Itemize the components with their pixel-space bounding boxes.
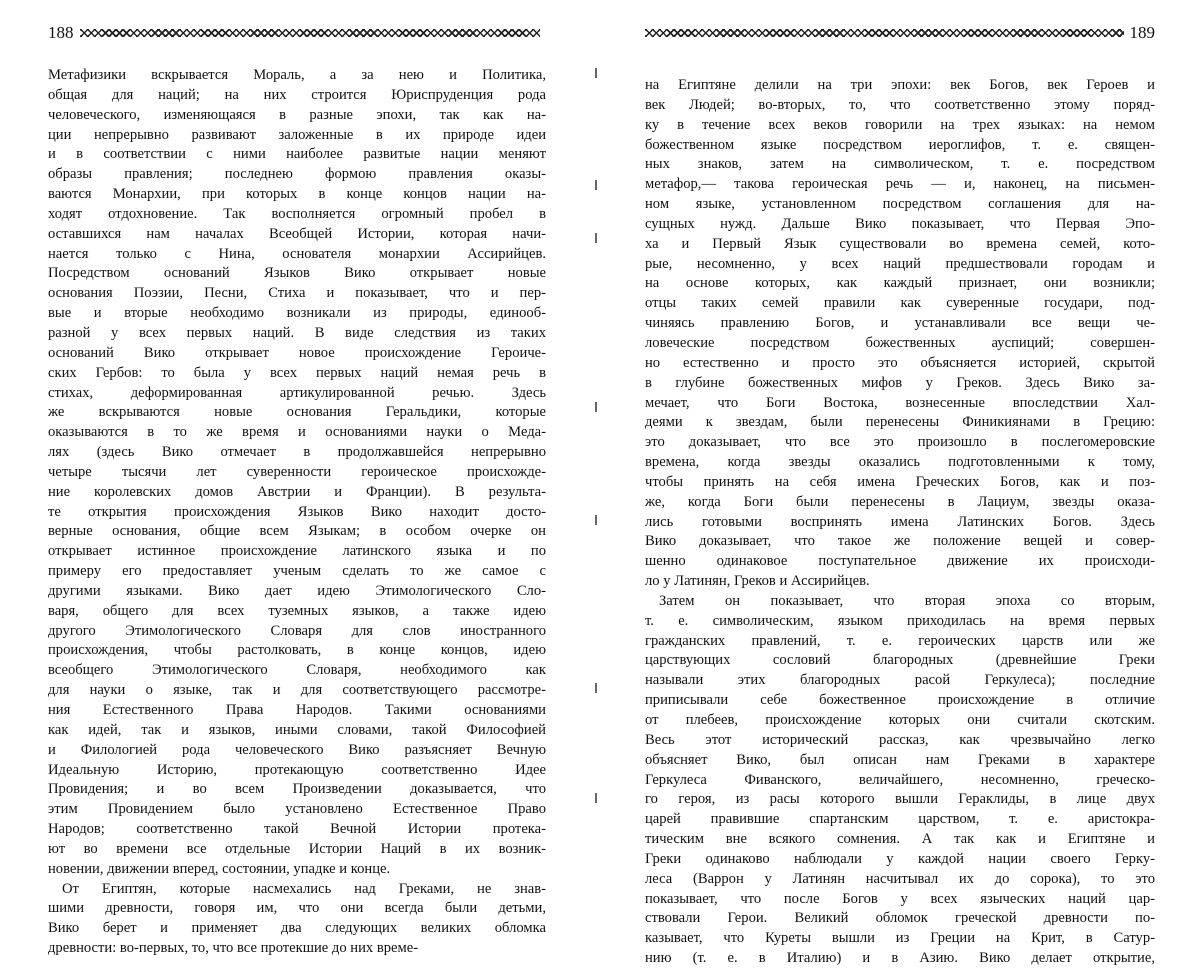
text-line: другого Этимологического Словаря для слов иностранного — [48, 622, 546, 639]
text-line: верные основания, общие всем Языкам; в особом очерке он — [48, 523, 546, 540]
text-line: те открытия происхождения Языков Вико находит досто- — [48, 503, 546, 520]
text-line: как идей, так и языков, иными словами, такой Философией — [48, 721, 546, 738]
text-line: от плебеев, происхождение которых они считали скотским. — [645, 712, 1155, 728]
text-line: человеческого, изменяющаяся в разные эпохи, так как на- — [48, 106, 546, 123]
text-line: ют во времени все отдельные Истории Наций в их возник- — [48, 840, 546, 857]
text-line: другими языками. Вико дает идею Этимологического Сло- — [48, 582, 546, 599]
gutter-mark — [595, 180, 597, 190]
text-line: варя, общего для всех туземных языков, а также идею — [48, 602, 546, 619]
text-line: ходят отдохновение. Так восполняется огромный пробел в — [48, 205, 546, 222]
right-page-header — [645, 22, 1155, 44]
gutter-mark — [595, 68, 597, 78]
text-line: этим Провидением было установлено Естественное Право — [48, 801, 546, 818]
text-line: объясняет Вико, был описан нам Греками в характере — [645, 751, 1155, 768]
text-line: оснований Вико открывает новое происхождение Героиче- — [48, 344, 546, 361]
text-line: древности: во-первых, то, что все протекшие до них време- — [48, 940, 419, 957]
text-line: происхождения, чтобы растолковать, в конце концов, идею — [48, 642, 546, 659]
gutter-mark — [595, 683, 597, 693]
text-line: Затем он показывает, что вторая эпоха со вторым, — [659, 592, 1155, 609]
text-line: лях (здесь Вико отмечает в продолжавшейся непрерывно — [48, 444, 546, 461]
text-line: ловеческие посредством божественных ауспиций; совершен- — [645, 334, 1155, 351]
text-line: нается только с Нина, основателя монархии Ассирийцев. — [48, 245, 546, 262]
text-line: приписывали себе божественное происхождение в отличие — [645, 692, 1155, 709]
text-line: четыре тысячи лет суверенности героическое происхожде- — [48, 463, 546, 480]
ornamental-rule — [80, 29, 541, 37]
text-line: образы правления; последнею формою правления оказы- — [48, 166, 546, 183]
text-line: примеру его предоставляет ученым сделать то же самое с — [48, 563, 546, 580]
text-line: на Египтяне делили на три эпохи: век Богов, век Героев и — [645, 77, 1155, 93]
text-line: рые, несомненно, у всех наций предшествовали городам и — [645, 255, 1155, 272]
text-line: же, когда Боги были перенесены в Лациум, звезды оказа- — [645, 493, 1155, 510]
text-line: гражданских правлений, т. е. героических царств или же — [645, 632, 1155, 649]
text-line: ха и Первый Язык существовали во времена семей, кото- — [645, 235, 1155, 252]
text-line: От Египтян, которые насмехались над Греками, не знав- — [62, 880, 546, 897]
text-line: Народов; соответственно такой Вечной Истории протека- — [48, 821, 546, 838]
text-line: мечает, что Боги Востока, вознесенные впоследствии Хал- — [645, 394, 1155, 411]
text-line: ных знаков, затем на символическом, т. е. посредством — [645, 156, 1155, 173]
text-line: ном языке, установленном посредством соглашения для на- — [645, 196, 1155, 213]
text-line: ло у Латинян, Греков и Ассирийцев. — [645, 573, 870, 590]
left-page-header — [48, 22, 546, 44]
text-line: нию (т. е. в Италию) и в Азию. Вико делает открытие, — [645, 950, 1155, 967]
text-line: век Людей; во-вторых, то, что соответственно этому поряд- — [645, 96, 1155, 113]
left-page-text — [48, 66, 546, 959]
text-line: ку в течение всех веков говорили на трех языках: на немом — [645, 116, 1155, 133]
text-line: Греки одинаково наблюдали у каждой нации своего Герку- — [645, 850, 1155, 867]
text-line: чтобы принять на себя имена Греческих Богов, как и поз- — [645, 473, 1155, 490]
text-line: Провидения; и во всем Произведении доказывается, что — [48, 781, 546, 798]
text-line: основания Поэзии, Песни, Стиха и показывает, что и пер- — [48, 285, 546, 302]
text-line: и в соответствии с ними наиболее развитые нации меняют — [48, 146, 546, 163]
text-line: леса (Варрон у Латинян насчитывал их до сорока), то это — [645, 870, 1155, 887]
gutter-mark — [595, 233, 597, 243]
text-line: отцы таких семей правили как суверенные государи, под- — [645, 295, 1155, 312]
text-line: Геркулеса Фиванского, величайшего, несомненно, греческо- — [645, 771, 1155, 788]
text-line: царствующих сословий благородных (древнейшие Греки — [645, 652, 1155, 669]
text-line: открывает истинное происхождение латинского языка и по — [48, 543, 546, 560]
text-line: новении, движении вперед, состоянии, упадке и конце. — [48, 860, 391, 877]
text-line: сущных нужд. Дальше Вико показывает, что Первая Эпо- — [645, 215, 1155, 232]
left-page — [0, 0, 600, 957]
text-line: для науки о языке, так и для соответствующего рассмотре- — [48, 682, 546, 699]
text-line: ции непрерывно развивают заложенные в их природе идеи — [48, 126, 546, 143]
right-page-text — [645, 76, 1155, 969]
text-line: шенно одинаковое поступательное движение их происходи- — [645, 553, 1155, 570]
gutter-mark — [595, 515, 597, 525]
gutter-mark — [595, 402, 597, 412]
right-page — [600, 0, 1200, 967]
text-line: общая для наций; на них строится Юриспруденция рода — [48, 86, 546, 103]
text-line: шими древности, говоря им, что они всегда были детьми, — [48, 900, 546, 917]
text-line: же вскрываются новые основания Геральдики, которые — [48, 404, 546, 421]
text-line: времена, когда звезды оказались подготовленными к тому, — [645, 454, 1155, 471]
text-line: божественном языке посредством иероглифов, т. е. священ- — [645, 136, 1155, 153]
text-line: Вико доказывает, что такое же положение вещей и совер- — [645, 533, 1155, 550]
text-line: деями к звездам, были перенесены Финикиянами в Грецию: — [645, 414, 1155, 431]
text-line: т. е. символическим, языком приходилась на время первых — [645, 612, 1155, 629]
text-line: Метафизики вскрывается Мораль, а за нею и Политика, — [48, 67, 546, 83]
text-line: ния Естественного Права Народов. Такими основаниями — [48, 702, 546, 718]
text-line: всеобщего Этимологического Словаря, необходимого как — [48, 662, 546, 679]
text-line: оставшихся нам началах Всеобщей Истории, которая начи- — [48, 225, 546, 242]
page-number: 188 — [48, 23, 74, 42]
page-number: 189 — [1129, 23, 1155, 42]
text-line: лись готовыми воспринять имена Латинских Богов. Здесь — [645, 513, 1155, 530]
text-line: в глубине божественных мифов у Греков. Здесь Вико за- — [645, 374, 1155, 391]
text-line: чиняясь правлению Богов, и устанавливали все вещи че- — [645, 315, 1155, 332]
text-line: ствовали Герои. Великий обломок греческой древности по- — [645, 910, 1155, 927]
text-line: стихах, деформированная артикулированной речью. Здесь — [48, 384, 546, 401]
gutter-mark — [595, 793, 597, 803]
text-line: Идеальную Историю, протекающую соответственно Идее — [48, 761, 546, 778]
text-line: оказываются в то же время и основаниями науки о Меда- — [48, 424, 546, 441]
text-line: на основе которых, как каждый признает, они возникли; — [645, 275, 1155, 292]
ornamental-rule — [645, 29, 1124, 37]
text-line: ваются Монархии, при которых в конце концов нации на- — [48, 186, 546, 203]
text-line: Вико берет и применяет два следующих великих обломка — [48, 920, 546, 937]
text-line: го героя, из расы которого вышли Гераклиды, в лице двух — [645, 791, 1155, 808]
text-line: ских Гербов: то была у всех первых наций немая речь в — [48, 364, 546, 381]
text-line: вые и вторые необходимо возникали из природы, единооб- — [48, 305, 546, 322]
text-line: царей правившие спартанским царством, т. е. аристокра- — [645, 811, 1155, 828]
text-line: но естественно и просто это объясняется историей, скрытой — [645, 354, 1155, 371]
text-line: казывает, что Куреты вышли из Греции на Крит, в Сатур- — [645, 930, 1155, 947]
text-line: тическим вне всякого сомнения. А так как и Египтяне и — [645, 831, 1155, 848]
text-line: и Филологией рода человеческого Вико разъясняет Вечную — [48, 741, 546, 758]
text-line: Посредством оснований Языков Вико открывает новые — [48, 265, 546, 282]
text-line: ние королевских домов Австрии и Франции). В результа- — [48, 483, 546, 500]
text-line: разной у всех первых наций. В виде следствия из таких — [48, 324, 546, 341]
text-line: метафор,— такова героическая речь — и, наконец, на письмен- — [645, 176, 1155, 193]
text-line: называли этих благородных расой Геркулеса); последние — [645, 672, 1155, 689]
text-line: показывает, что после Богов у всех языческих наций цар- — [645, 890, 1155, 907]
text-line: это доказывает, что все это произошло в послегомеровские — [645, 434, 1155, 451]
text-line: Весь этот исторический рассказ, как чрезвычайно легко — [645, 731, 1155, 748]
